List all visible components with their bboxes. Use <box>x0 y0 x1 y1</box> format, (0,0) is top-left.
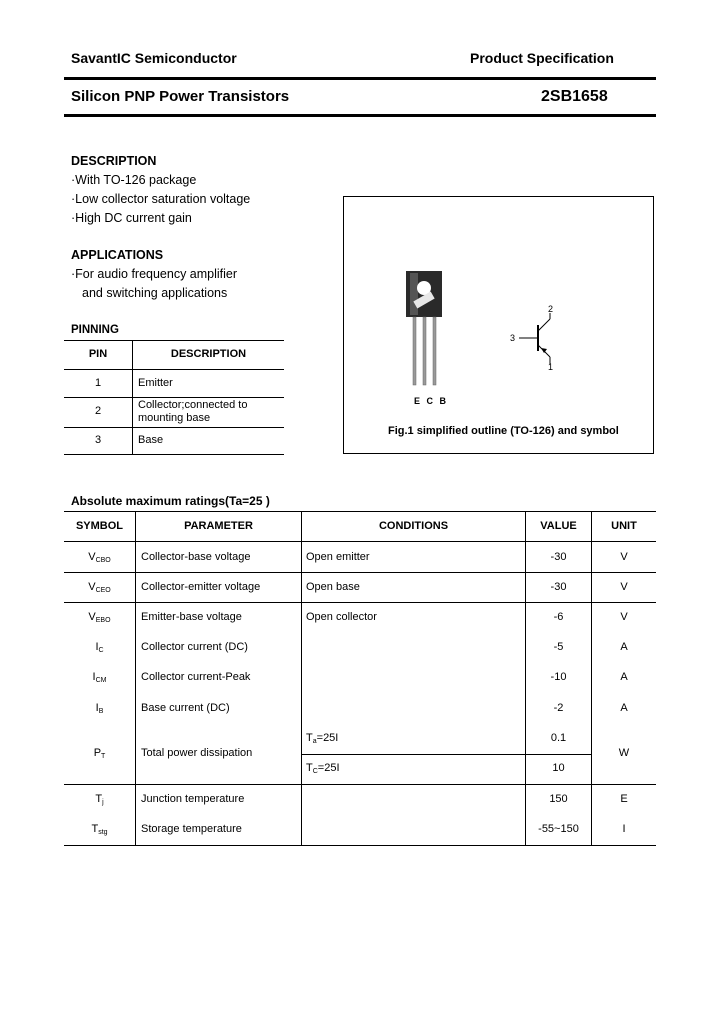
pinning-heading: PINNING <box>71 324 119 336</box>
symbol-cell: $T_j$ <box>95 793 104 806</box>
unit-cell: A <box>620 641 628 653</box>
unit-col-header: UNIT <box>611 520 637 532</box>
ratings-title: Absolute maximum ratings(Ta=25 ) <box>71 494 270 508</box>
description-item: ·High DC current gain <box>71 211 192 225</box>
parameter-cell: Total power dissipation <box>141 747 253 759</box>
description-item: ·Low collector saturation voltage <box>71 192 251 206</box>
symbol-cell: $P_T$ <box>93 747 106 760</box>
value-cell: -55~150 <box>538 823 579 835</box>
symbol-pin-2-label: 2 <box>548 304 554 314</box>
symbol-pin-3-label: 3 <box>510 333 516 343</box>
value-cell: 10 <box>552 762 565 774</box>
company-name: SavantIC Semiconductor <box>71 50 237 66</box>
symbol-col-header: SYMBOL <box>75 520 124 532</box>
conditions-cell: $T_C=25I$ <box>306 762 340 775</box>
pin-number: 3 <box>94 434 102 446</box>
pin-description: Collector;connected to mounting base <box>138 399 248 424</box>
conditions-cell: Open base <box>306 581 360 593</box>
value-col-header: VALUE <box>540 520 577 532</box>
symbol-cell: $I_C$ <box>95 641 104 654</box>
parameter-cell: Junction temperature <box>141 793 245 805</box>
value-cell: -30 <box>550 581 567 593</box>
value-cell: -10 <box>550 671 567 683</box>
product-line: Silicon PNP Power Transistors <box>71 88 290 105</box>
pin-description: Base <box>138 434 164 446</box>
description-item: ·With TO-126 package <box>71 173 197 187</box>
figure-caption: Fig.1 simplified outline (TO-126) and symbol <box>388 425 619 437</box>
applications-heading: APPLICATIONS <box>71 248 164 262</box>
value-cell: -30 <box>550 551 567 563</box>
conditions-col-header: CONDITIONS <box>378 520 449 532</box>
application-item: ·For audio frequency amplifier <box>71 267 238 281</box>
symbol-cell: $I_B$ <box>95 702 104 715</box>
header-rule-bottom <box>64 114 656 117</box>
part-number: 2SB1658 <box>541 88 608 105</box>
unit-cell: V <box>620 611 628 623</box>
value-cell: 150 <box>549 793 568 805</box>
parameter-col-header: PARAMETER <box>184 520 253 532</box>
description-heading: DESCRIPTION <box>71 154 157 168</box>
parameter-cell: Collector current (DC) <box>141 641 248 653</box>
unit-cell: A <box>620 671 628 683</box>
figure-box <box>343 196 654 454</box>
conditions-cell: Open collector <box>306 611 377 623</box>
pnp-transistor-symbol <box>519 313 550 364</box>
value-cell: -2 <box>553 702 564 714</box>
desc-col-header: DESCRIPTION <box>170 348 247 360</box>
symbol-pin-1-label: 1 <box>548 362 554 372</box>
symbol-cell: $V_{CEO}$ <box>88 581 111 594</box>
parameter-cell: Storage temperature <box>141 823 242 835</box>
unit-cell: A <box>620 702 628 714</box>
header-rule-top <box>64 77 656 80</box>
unit-cell: V <box>620 551 628 563</box>
unit-cell: Ι <box>622 823 626 835</box>
package-pin-labels: E C B <box>414 396 449 406</box>
parameter-cell: Emitter-base voltage <box>141 611 242 623</box>
symbol-cell: $V_{EBO}$ <box>88 611 111 624</box>
value-cell: 0.1 <box>550 732 567 744</box>
symbol-cell: $T_{stg}$ <box>91 823 108 836</box>
conditions-cell: Open emitter <box>306 551 370 563</box>
value-cell: -6 <box>553 611 564 623</box>
pin-col-header: PIN <box>88 348 108 360</box>
doc-type: Product Specification <box>470 50 614 66</box>
parameter-cell: Base current (DC) <box>141 702 230 714</box>
unit-cell: V <box>620 581 628 593</box>
application-item: and switching applications <box>82 286 228 300</box>
symbol-cell: $I_{CM}$ <box>92 671 107 684</box>
parameter-cell: Collector current-Peak <box>141 671 251 683</box>
pin-number: 1 <box>94 377 102 389</box>
parameter-cell: Collector-base voltage <box>141 551 251 563</box>
unit-cell: Ε <box>620 793 628 805</box>
conditions-cell: $T_a=25I$ <box>306 732 339 745</box>
unit-cell: W <box>618 747 630 759</box>
to126-package-illustration <box>344 197 653 453</box>
symbol-cell: $V_{CBO}$ <box>88 551 111 564</box>
value-cell: -5 <box>553 641 564 653</box>
parameter-cell: Collector-emitter voltage <box>141 581 261 593</box>
pin-description: Emitter <box>138 377 173 389</box>
pin-number: 2 <box>94 405 102 417</box>
